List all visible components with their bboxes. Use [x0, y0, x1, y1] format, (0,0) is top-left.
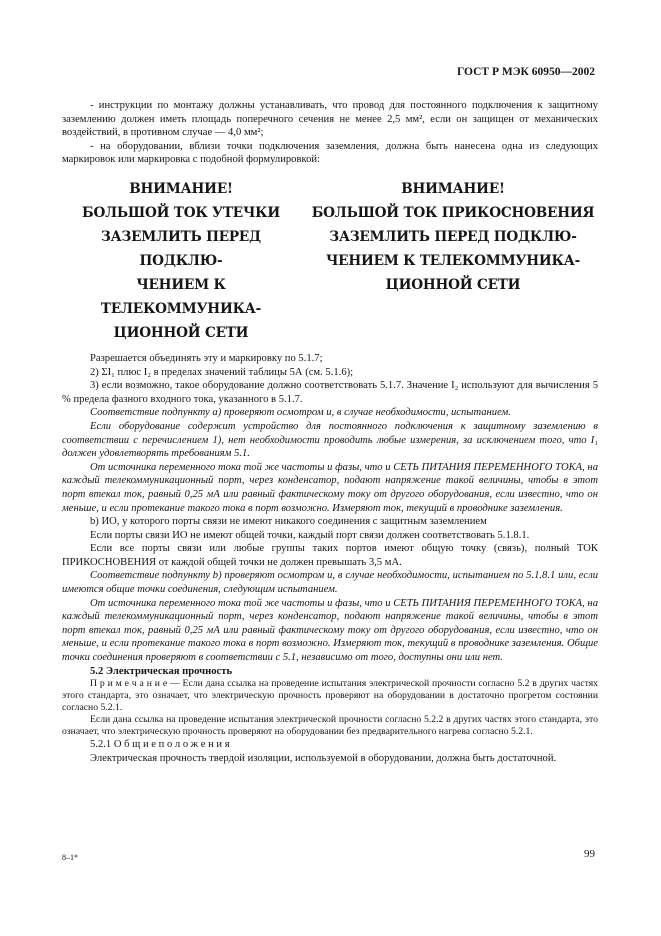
- intro-paragraph-2: - на оборудовании, вблизи точки подключения заземления, должна быть нанесена одна из следующих маркировок или маркировка с подобной формулировкой:: [62, 140, 598, 166]
- intro-paragraph-1: - инструкции по монтажу должны устанавливать, что провод для постоянного подключения к защитному заземлению должен иметь площадь поперечного сечения не менее 2,5 мм², если он защищен от механических воздействий, в противном случае — 4,0 мм²;: [62, 100, 598, 139]
- body-paragraph: Если все порты связи или любые группы таких портов имеют общую точку (связь), полный ТОК ПРИКОСНОВЕНИЯ от каждой общей точки не должен превышать 3,5 мА.: [62, 543, 598, 568]
- warning-line: ЗАЗЕМЛИТЬ ПЕРЕД ПОДКЛЮ-: [329, 228, 577, 245]
- body-paragraph: От источника переменного тока той же частоты и фазы, что и СЕТЬ ПИТАНИЯ ПЕРЕМЕННОГО ТОКА, на каждый телекоммуникационный порт, через конденсатор, подают напряжение такой величины, чтобы в этот порт втекал ток, равный 0,25 мА или равный фактическому току от другого оборудования, если известно, что он меньше, и если протекание такого тока в порт возможно. Измеряют ток, текущий в проводнике заземления.: [62, 461, 598, 514]
- warning-line: ЦИОННОЙ СЕТИ: [385, 276, 521, 293]
- body-paragraph: 2) ΣI₁ плюс I₂ в пределах значений таблицы 5А (см. 5.1.6);: [90, 366, 354, 378]
- warning-line: БОЛЬШОЙ ТОК ПРИКОСНОВЕНИЯ: [311, 204, 595, 221]
- body-paragraph: b) ИО, у которого порты связи не имеют никакого соединения с защитным заземлением: [90, 516, 487, 528]
- warning-line: БОЛЬШОЙ ТОК УТЕЧКИ: [82, 204, 280, 221]
- body-paragraph: От источника переменного тока той же частоты и фазы, что и СЕТЬ ПИТАНИЯ ПЕРЕМЕННОГО ТОКА, на каждый телекоммуникационный порт, через конденсатор, подают напряжение такой величины, чтобы в этот порт втекал ток, равный 0,25 мА или равный фактическому току от другого оборудования, если известно, что он меньше, и если протекание такого тока в порт возможно. Измеряют ток, текущий в проводнике заземления. Общие точки соединения проверяют в соответствии с 5.1, независимо от того, доступны они или нет.: [62, 597, 598, 664]
- subsection-text: Электрическая прочность твердой изоляции, используемой в оборудовании, должна быть достаточной.: [90, 752, 557, 764]
- section-heading: 5.2 Электрическая прочность: [90, 665, 233, 677]
- body-paragraph: Соответствие подпункту а) проверяют осмотром и, в случае необходимости, испытанием.: [90, 407, 511, 419]
- body-paragraph: Разрешается объединять эту и маркировку по 5.1.7;: [90, 352, 323, 364]
- warning-label-leakage: [62, 177, 300, 345]
- standard-header: ГОСТ Р МЭК 60950—2002: [457, 66, 595, 78]
- body-paragraph: Если порты связи ИО не имеют общей точки, каждый порт связи должен соответствовать 5.1.8.1.: [90, 529, 530, 541]
- warning-line: ВНИМАНИЕ!: [129, 180, 233, 197]
- body-paragraph: Если оборудование содержит устройство для постоянного подключения к защитному заземлению в соответствии с перечислением 1), нет необходимости проводить любые измерения, за исключением того, что I₁ должен удовлетворять требованиям 5.1.: [62, 420, 598, 460]
- warning-labels: [62, 177, 598, 345]
- page-body: [62, 99, 598, 765]
- body-paragraph: Соответствие подпункту b) проверяют осмотром и, в случае необходимости, испытанием по 5.1.8.1 или, если имеются общие точки соединения, следующим испытанием.: [62, 570, 598, 596]
- note-paragraph: Если дана ссылка на проведение испытания электрической прочности согласно 5.2.2 в других частях этого стандарта, это означает, что электрическую прочность проверяют на оборудовании без предварительного нагрева согласно 5.2.1.: [62, 714, 598, 738]
- warning-line: ЗАЗЕМЛИТЬ ПЕРЕД ПОДКЛЮ-: [101, 228, 261, 269]
- subsection-heading: 5.2.1 О б щ и е п о л о ж е н и я: [90, 739, 230, 751]
- warning-line: ЦИОННОЙ СЕТИ: [113, 324, 249, 341]
- body-paragraph: 3) если возможно, такое оборудование должно соответствовать 5.1.7. Значение I₂ используют для вычисления 5 % предела фазного входного тока, указанного в 5.1.7.: [62, 380, 598, 405]
- footer-mark: 8–1*: [62, 853, 78, 862]
- note-paragraph: П р и м е ч а н и е — Если дана ссылка на проведение испытания электрической прочности согласно 5.2 в других частях этого стандарта, это означает, что электрическую прочность проверяют на оборудовании в достаточно прогретом состоянии согласно 5.2.1.: [62, 678, 598, 714]
- warning-line: ЧЕНИЕМ К ТЕЛЕКОММУНИКА-: [100, 276, 262, 317]
- warning-line: ВНИМАНИЕ!: [401, 180, 505, 197]
- page-number: 99: [584, 848, 595, 860]
- warning-label-touch-current: [308, 177, 598, 345]
- paragraph-list: [62, 352, 598, 665]
- warning-line: ЧЕНИЕМ К ТЕЛЕКОММУНИКА-: [325, 252, 581, 269]
